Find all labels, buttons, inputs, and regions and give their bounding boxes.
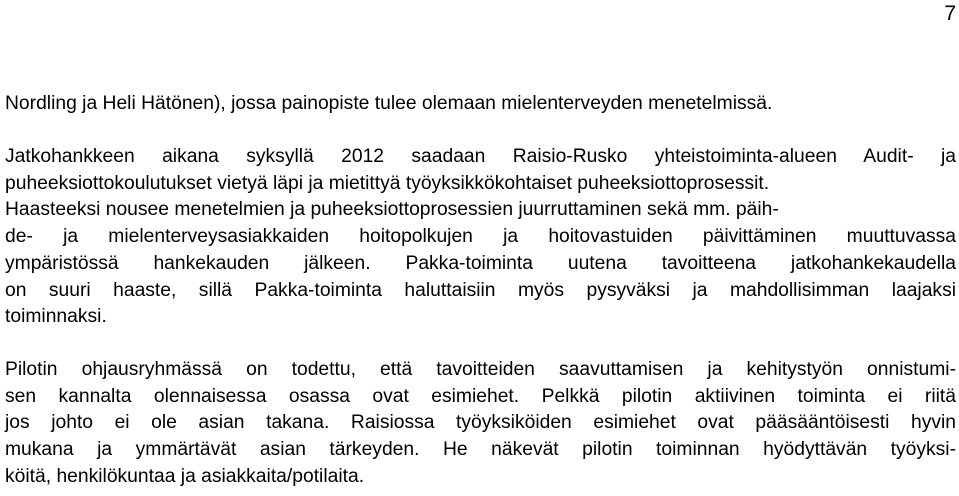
paragraph-3 bbox=[5, 357, 956, 491]
paragraph-1 bbox=[5, 91, 956, 118]
paragraph-line: Haasteeksi nousee menetelmien ja puheeksiottoprosessien juurruttaminen sekä mm. päih- bbox=[5, 199, 779, 221]
paragraph-line: köitä, henkilökuntaa ja asiakkaita/potilaita. bbox=[5, 465, 365, 487]
paragraph-line: on suuri haaste, sillä Pakka-toiminta haluttaisiin myös pysyväksi ja mahdollisimman laajaksi bbox=[5, 279, 956, 301]
paragraph-line: de- ja mielenterveysasiakkaiden hoitopolkujen ja hoitovastuiden päivittäminen muuttuvassa bbox=[5, 226, 956, 248]
paragraph-line: ympäristössä hankekauden jälkeen. Pakka-toiminta uutena tavoitteena jatkohankekaudella bbox=[5, 252, 956, 274]
paragraph-line: mukana ja ymmärtävät asian tärkeyden. He näkevät pilotin toiminnan hyödyttävän työyksi- bbox=[5, 439, 956, 461]
paragraph-line: puheeksiottokoulutukset vietyä läpi ja mietittyä työyksikkökohtaiset puheeksiottoprosessit. bbox=[5, 172, 770, 194]
paragraph-line: Jatkohankkeen aikana syksyllä 2012 saadaan Raisio-Rusko yhteistoiminta-alueen Audit- ja bbox=[5, 146, 956, 167]
paragraph-2 bbox=[5, 144, 956, 331]
page-number: 7 bbox=[944, 2, 956, 25]
paragraph-line: sen kannalta olennaisessa osassa ovat esimiehet. Pelkkä pilotin aktiivinen toiminta ei riitä bbox=[5, 385, 956, 407]
paragraph-line: Nordling ja Heli Hätönen), jossa painopiste tulee olemaan mielenterveyden menetelmissä. bbox=[5, 93, 773, 114]
paragraph-line: jos johto ei ole asian takana. Raisiossa työyksiköiden esimiehet ovat pääsääntöisesti hyvin bbox=[5, 412, 956, 434]
paragraph-line: Pilotin ohjausryhmässä on todettu, että tavoitteiden saavuttamisen ja kehitystyön onnistumi- bbox=[5, 359, 956, 380]
paragraph-line: toiminnaksi. bbox=[5, 306, 107, 328]
